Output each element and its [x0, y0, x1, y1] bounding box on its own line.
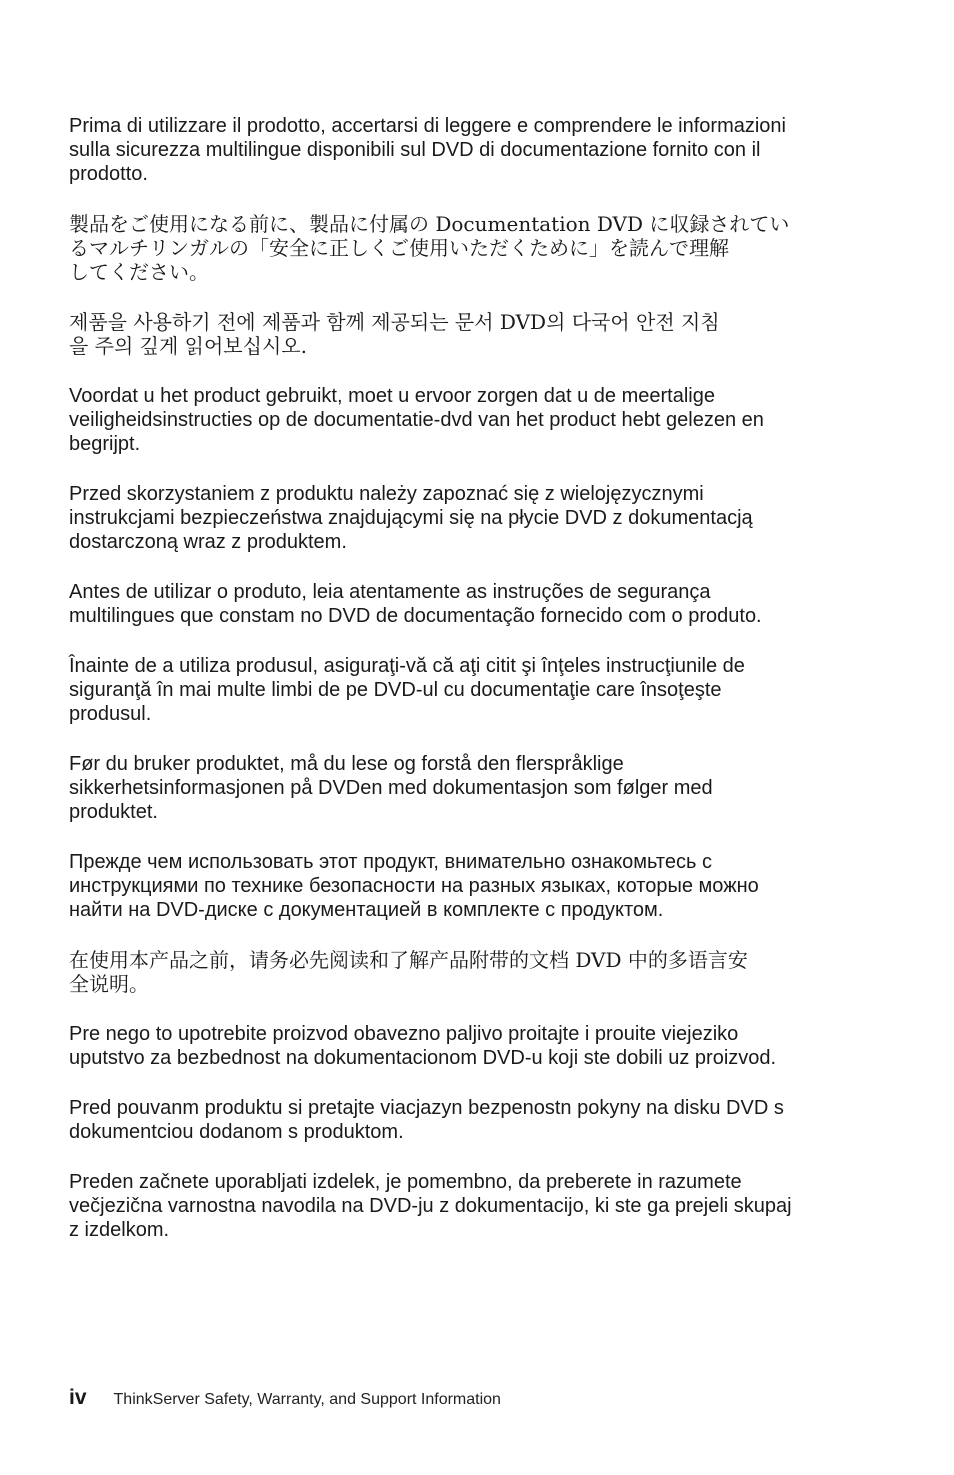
safety-notice-italian: Prima di utilizzare il prodotto, accertarsi di leggere e comprendere le informazioni sulla sicurezza multilingue disponibili sul DVD di documentazione fornito con il prodotto. — [69, 115, 786, 185]
safety-notice-slovenian: Preden začnete uporabljati izdelek, je pomembno, da preberete in razumete večjezična varnostna navodila na DVD-ju z dokumentacijo, ki ste ga prejeli skupaj z izdelkom. — [69, 1171, 792, 1241]
safety-notice-dutch: Voordat u het product gebruikt, moet u ervoor zorgen dat u de meertalige veiligheidsinstructies op de documentatie-dvd van het product hebt gelezen en begrijpt. — [69, 385, 764, 455]
safety-notice-russian: Прежде чем использовать этот продукт, внимательно ознакомьтесь с инструкциями по технике безопасности на разных языках, которые можно найти на DVD-диске с документацией в комплекте с продуктом. — [69, 851, 759, 921]
footer-document-title: ThinkServer Safety, Warranty, and Support Information — [113, 1391, 501, 1408]
page-body — [69, 114, 869, 1268]
page-footer — [69, 1386, 501, 1410]
safety-notice-korean: 제품을 사용하기 전에 제품과 함께 제공되는 문서 DVD의 다국어 안전 지침 을 주의 깊게 읽어보십시오. — [69, 310, 720, 358]
safety-notice-romanian: Înainte de a utiliza produsul, asiguraţi-vă că aţi citit şi înţeles instrucţiunile de siguranţă în mai multe limbi de pe DVD-ul cu documentaţie care însoţeşte produsul. — [69, 655, 745, 725]
safety-notice-norwegian: Før du bruker produktet, må du lese og forstå den flerspråklige sikkerhetsinformasjonen på DVDen med dokumentasjon som følger med produktet. — [69, 753, 713, 823]
safety-notice-chinese: 在使用本产品之前，请务必先阅读和了解产品附带的文档 DVD 中的多语言安 全说明。 — [69, 948, 748, 996]
safety-notice-portuguese: Antes de utilizar o produto, leia atentamente as instruções de segurança multilingues que constam no DVD de documentação fornecido com o produto. — [69, 581, 762, 627]
page-number: iv — [69, 1386, 87, 1409]
safety-notice-polish: Przed skorzystaniem z produktu należy zapoznać się z wielojęzycznymi instrukcjami bezpieczeństwa znajdującymi się na płycie DVD z dokumentacją dostarczoną wraz z produktem. — [69, 483, 753, 553]
safety-notice-japanese: 製品をご使用になる前に、製品に付属の Documentation DVD に収録されてい るマルチリンガルの「安全に正しくご使用いただくために」を読んで理解 してください。 — [69, 212, 790, 284]
safety-notice-serbian: Pre nego to upotrebite proizvod obavezno paljivo proitajte i prouite viejeziko uputstvo za bezbednost na dokumentacionom DVD-u koji ste dobili uz proizvod. — [69, 1023, 777, 1069]
safety-notice-slovak: Pred pouvanm produktu si pretajte viacjazyn bezpenostn pokyny na disku DVD s dokumentciou dodanom s produktom. — [69, 1097, 784, 1143]
